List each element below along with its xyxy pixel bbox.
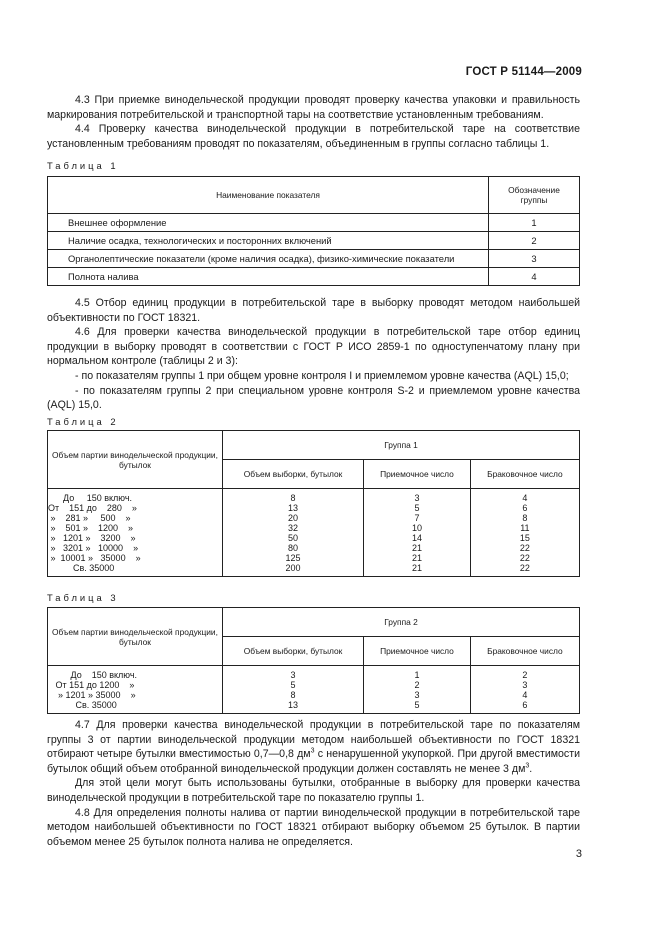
table-row xyxy=(48,680,580,690)
table-1-col-indicator: Наименование показателя xyxy=(48,177,489,214)
table-row xyxy=(48,563,580,577)
sample-size: 8 xyxy=(223,489,364,504)
reject-number: 8 xyxy=(470,513,579,523)
accept-number: 5 xyxy=(364,503,471,513)
table-row xyxy=(48,533,580,543)
lot-size: Св. 35000 xyxy=(48,563,223,577)
lot-size: » 1201 » 35000 » xyxy=(48,690,223,700)
reject-number: 4 xyxy=(470,690,579,700)
table-1-row-group: 4 xyxy=(489,268,580,286)
table-1-row-name: Органолептические показатели (кроме наличия осадка), физико-химические показатели xyxy=(48,250,489,268)
accept-number: 21 xyxy=(364,553,471,563)
sample-size: 20 xyxy=(223,513,364,523)
section-4-7-4-8 xyxy=(47,718,580,849)
table-3-col-sample: Объем выборки, бутылок xyxy=(223,637,364,666)
sample-size: 125 xyxy=(223,553,364,563)
paragraph-4-5: 4.5 Отбор единиц продукции в потребительской таре в выборку проводят методом наибольшей объективности по ГОСТ 18321. xyxy=(47,297,580,324)
lot-size: До 150 включ. xyxy=(48,666,223,681)
table-2-col-sample: Объем выборки, бутылок xyxy=(223,460,364,489)
accept-number: 5 xyxy=(364,700,471,714)
section-4-5-4-6 xyxy=(47,296,580,413)
table-1-row-group: 3 xyxy=(489,250,580,268)
lot-size: » 1201 » 3200 » xyxy=(48,533,223,543)
lot-size: От 151 до 1200 » xyxy=(48,680,223,690)
table-row xyxy=(48,503,580,513)
lot-size: От 151 до 280 » xyxy=(48,503,223,513)
table-3-col-accept: Приемочное число xyxy=(364,637,471,666)
reject-number: 4 xyxy=(470,489,579,504)
paragraph-4-7-part-2: с ненарушенной укупоркой. При другой вместимости бутылок общий объем отобранной винодельческой продукции должен составлять не менее 3 дм xyxy=(47,748,580,775)
lot-size: » 10001 » 35000 » xyxy=(48,553,223,563)
reject-number: 22 xyxy=(470,553,579,563)
table-row xyxy=(48,553,580,563)
lot-size: Св. 35000 xyxy=(48,700,223,714)
table-2 xyxy=(47,430,580,577)
table-3-col-lot: Объем партии винодельческой продукции, бутылок xyxy=(48,608,223,666)
sample-size: 3 xyxy=(223,666,364,681)
paragraph-4-4: 4.4 Проверку качества винодельческой продукции в потребительской таре на соответствие установленным требованиям проводят по показателям, объединенным в группы согласно таблицы 1. xyxy=(47,123,580,150)
table-1-caption: Таблица 1 xyxy=(47,160,119,171)
sample-size: 32 xyxy=(223,523,364,533)
table-1-row-group: 2 xyxy=(489,232,580,250)
reject-number: 6 xyxy=(470,503,579,513)
sample-size: 8 xyxy=(223,690,364,700)
sample-size: 200 xyxy=(223,563,364,577)
paragraph-4-7-part-1: 4.7 Для проверки качества винодельческой продукции в потребительской таре по показателям группы 3 от партии винодельческой продукции методом наибольшей объективности по ГОСТ 18321 отбирают четыре бутылки вместимостью 0,7—0,8 дм xyxy=(47,719,580,761)
accept-number: 3 xyxy=(364,489,471,504)
lot-size: » 281 » 500 » xyxy=(48,513,223,523)
table-2-group-label: Группа 1 xyxy=(223,431,580,460)
paragraph-4-8: 4.8 Для определения полноты налива от партии винодельческой продукции в потребительской таре методом наибольшей объективности по ГОСТ 18321 отбирают выборку объемом 25 бутылок. В партии объемом менее 25 бутылок полнота налива не определяется. xyxy=(47,806,580,848)
table-1-col-group: Обозначение группы xyxy=(489,177,580,214)
reject-number: 15 xyxy=(470,533,579,543)
accept-number: 7 xyxy=(364,513,471,523)
reject-number: 11 xyxy=(470,523,579,533)
table-1-row-name: Внешнее оформление xyxy=(48,214,489,232)
bullet-group-1: - по показателям группы 1 при общем уровне контроля I и приемлемом уровне качества (AQL) 15,0; xyxy=(75,369,569,382)
accept-number: 1 xyxy=(364,666,471,681)
table-2-col-accept: Приемочное число xyxy=(364,460,471,489)
table-row xyxy=(48,700,580,714)
table-3-col-reject: Браковочное число xyxy=(470,637,579,666)
lot-size: » 501 » 1200 » xyxy=(48,523,223,533)
table-2-col-lot: Объем партии винодельческой продукции, бутылок xyxy=(48,431,223,489)
paragraph-4-7-part-3: . xyxy=(529,762,533,775)
superscript-3: 3 xyxy=(525,762,530,770)
sample-size: 5 xyxy=(223,680,364,690)
table-row xyxy=(48,489,580,504)
table-2-col-reject: Браковочное число xyxy=(470,460,579,489)
table-row xyxy=(48,543,580,553)
table-row xyxy=(48,690,580,700)
reject-number: 3 xyxy=(470,680,579,690)
table-2-caption: Таблица 2 xyxy=(47,416,119,427)
accept-number: 21 xyxy=(364,563,471,577)
sample-size: 80 xyxy=(223,543,364,553)
table-3-group-label: Группа 2 xyxy=(223,608,580,637)
section-4-3-4-4 xyxy=(47,93,580,151)
sample-size: 13 xyxy=(223,700,364,714)
table-1 xyxy=(47,176,580,286)
table-1-row-name: Полнота налива xyxy=(48,268,489,286)
bullet-group-2: - по показателям группы 2 при специальном уровне контроля S-2 и приемлемом уровне качества (AQL) 15,0. xyxy=(47,384,580,412)
sample-size: 50 xyxy=(223,533,364,543)
lot-size: » 3201 » 10000 » xyxy=(48,543,223,553)
accept-number: 2 xyxy=(364,680,471,690)
superscript-3: 3 xyxy=(310,747,315,755)
reject-number: 22 xyxy=(470,563,579,577)
reject-number: 6 xyxy=(470,700,579,714)
accept-number: 21 xyxy=(364,543,471,553)
table-row xyxy=(48,513,580,523)
paragraph-4-7 xyxy=(47,718,580,776)
standard-code-header: ГОСТ Р 51144—2009 xyxy=(465,66,582,78)
table-3 xyxy=(47,607,580,714)
page-number: 3 xyxy=(575,848,582,860)
table-3-caption: Таблица 3 xyxy=(47,592,119,603)
accept-number: 14 xyxy=(364,533,471,543)
accept-number: 3 xyxy=(364,690,471,700)
table-row xyxy=(48,666,580,681)
table-1-row-name: Наличие осадка, технологических и посторонних включений xyxy=(48,232,489,250)
reject-number: 22 xyxy=(470,543,579,553)
reject-number: 2 xyxy=(470,666,579,681)
lot-size: До 150 включ. xyxy=(48,489,223,504)
paragraph-4-3: 4.3 При приемке винодельческой продукции проводят проверку качества упаковки и правильность маркирования потребительской и транспортной тары на соответствие установленным требованиям. xyxy=(47,94,580,121)
sample-size: 13 xyxy=(223,503,364,513)
table-row xyxy=(48,523,580,533)
table-1-row-group: 1 xyxy=(489,214,580,232)
accept-number: 10 xyxy=(364,523,471,533)
paragraph-4-7-continued: Для этой цели могут быть использованы бутылки, отобранные в выборку для проверки качества винодельческой продукции в потребительской таре по показателю группы 1. xyxy=(47,777,580,804)
paragraph-4-6: 4.6 Для проверки качества винодельческой продукции в потребительской таре отбор единиц продукции в выборку проводят в соответствии с ГОСТ Р ИСО 2859-1 по одноступенчатому плану при нормальном контроле (таблицы 2 и 3): xyxy=(47,326,580,368)
